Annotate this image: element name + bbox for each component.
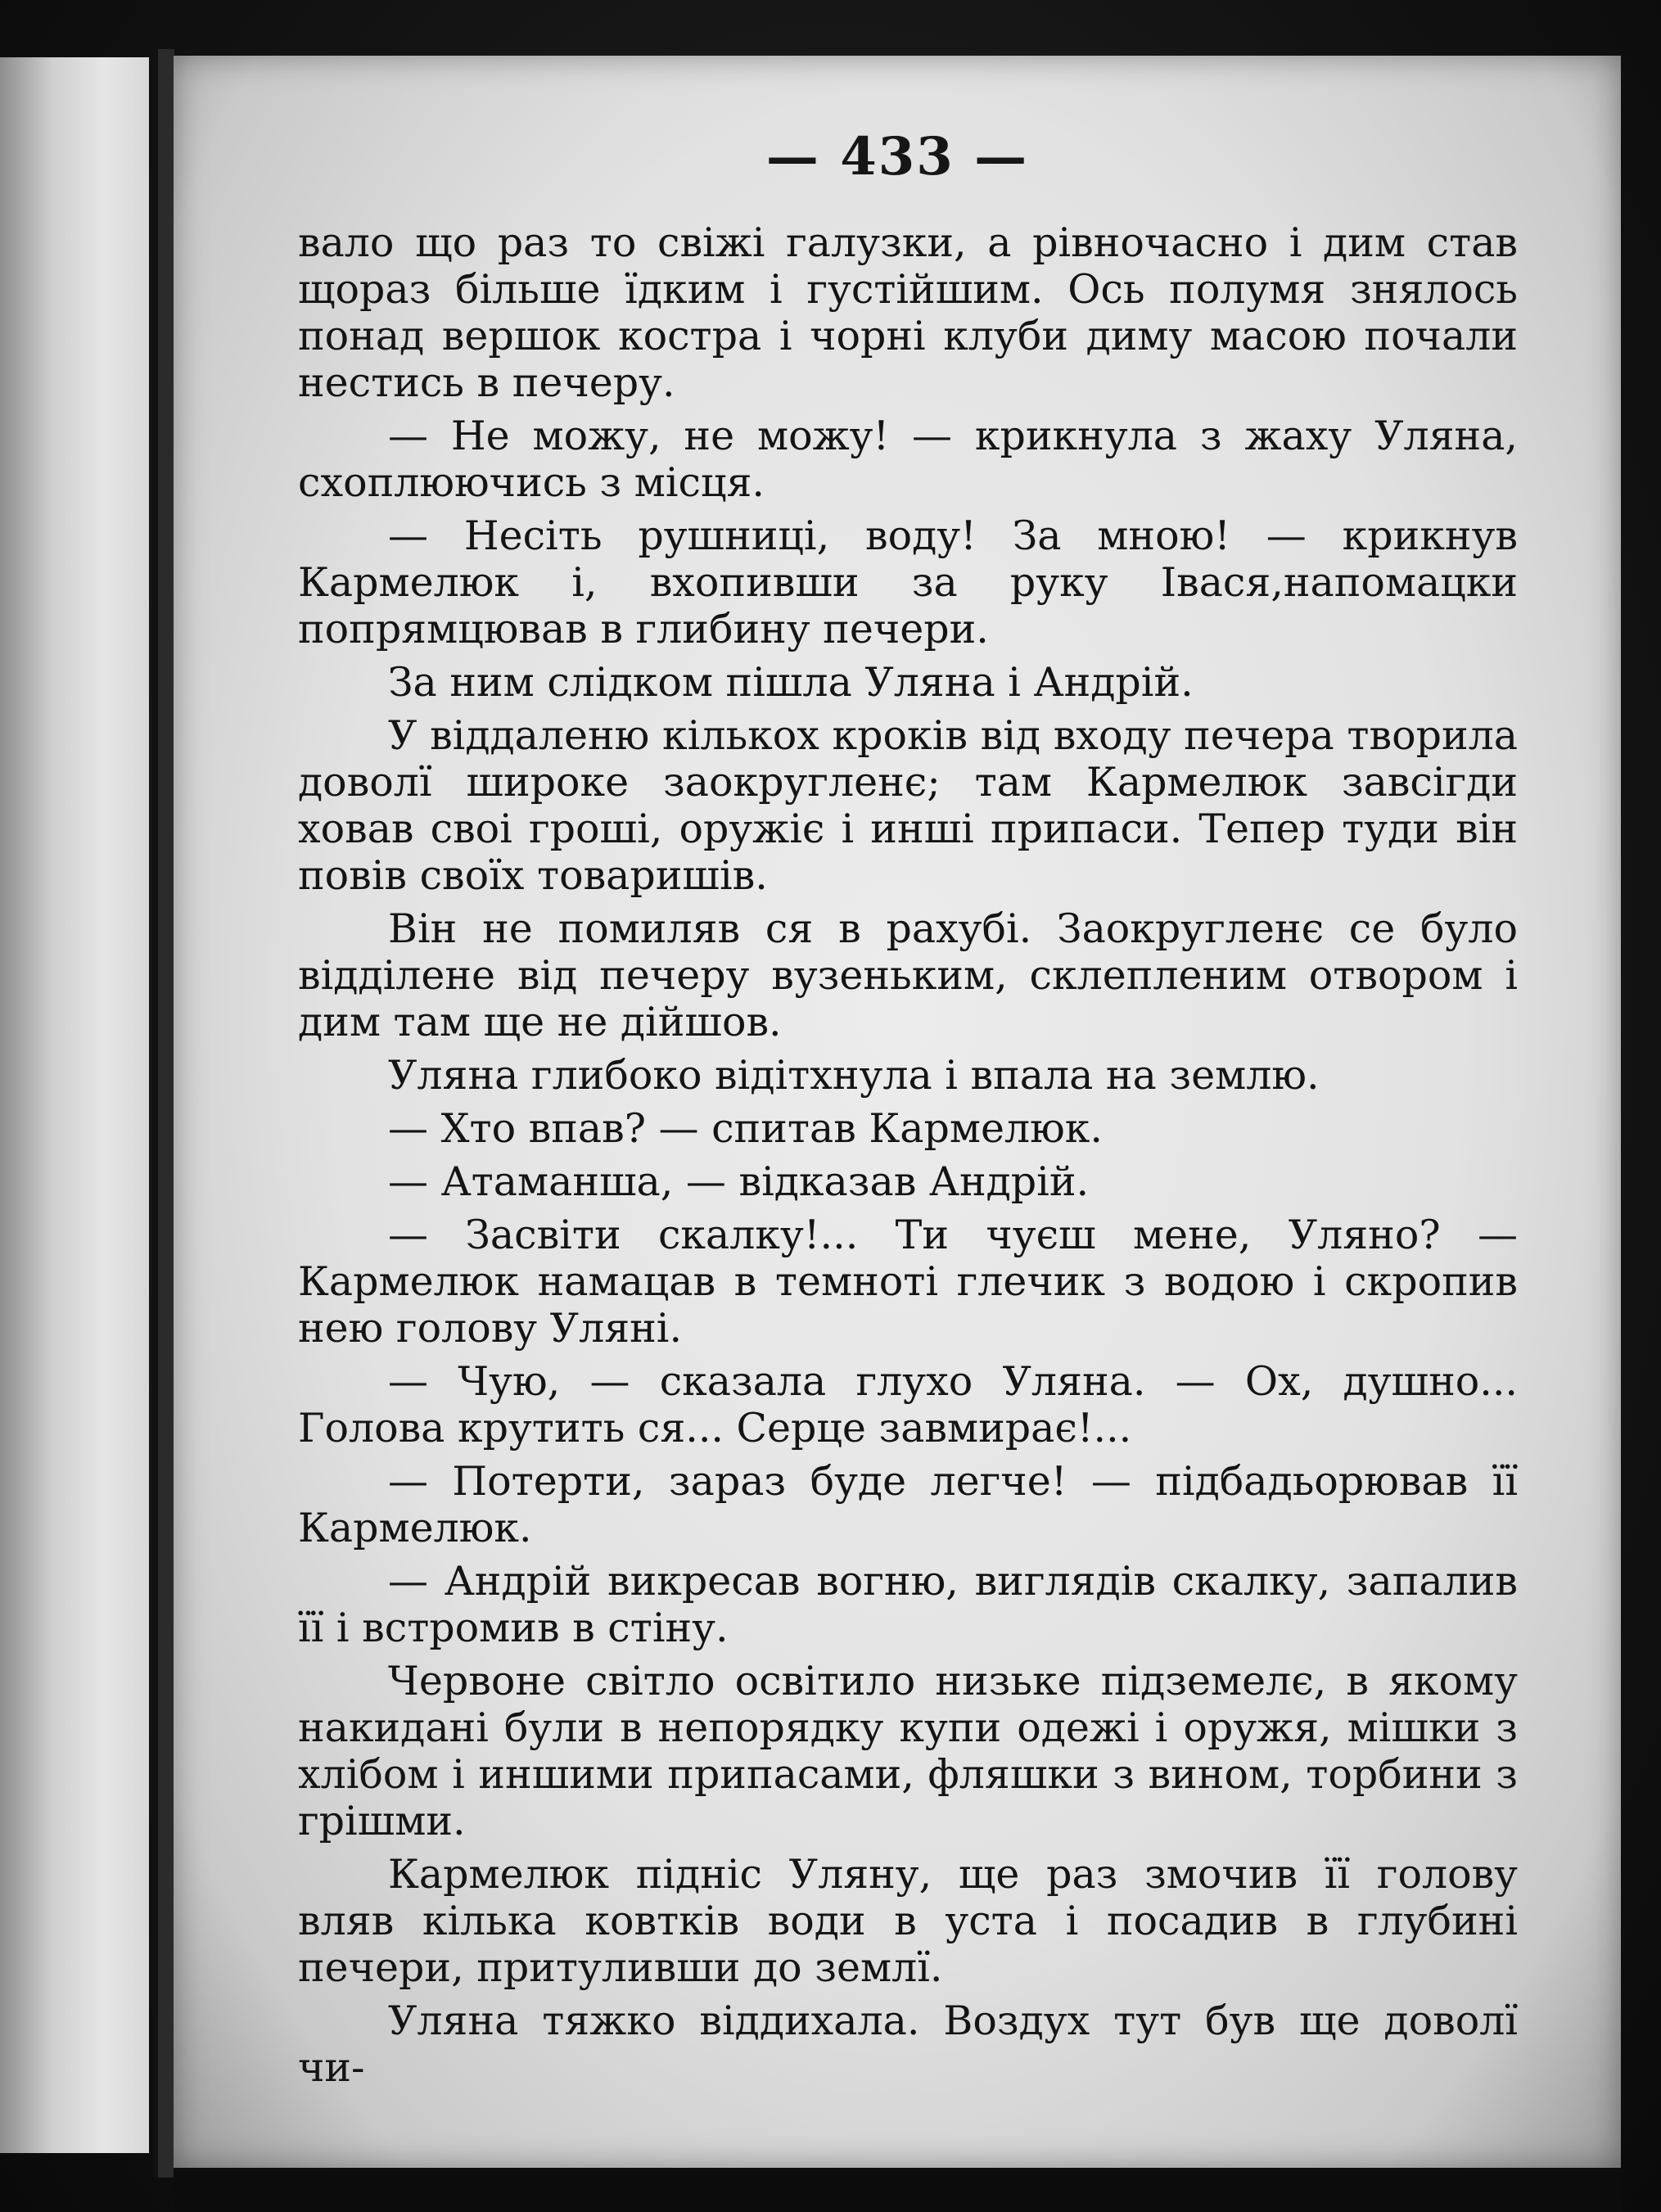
scan-bottom-edge: [174, 2168, 1621, 2212]
page-text: [298, 219, 1518, 2097]
paragraph: Червоне світло освітило низьке підземелє, в якому накидані були в непорядку купи одежі і оружя, мішки з хлібом і иншими припасами, фляшки з вином, торбини з грішми.: [298, 1658, 1518, 1844]
facing-page-edge: [0, 57, 149, 2153]
binding-line: [152, 57, 158, 2178]
paragraph: У віддаленю кількох кроків від входу печера творила доволї широке заокругленє; там Кармелюк завсігди ховав своі гроші, оружіє і инші припаси. Тепер туди він повів своїх товаришів.: [298, 712, 1518, 899]
paragraph: — Хто впав? — спитав Кармелюк.: [388, 1105, 1103, 1152]
paragraph: — Засвіти скалку!... Ти чуєш мене, Уляно? — Кармелюк намацав в темноті глечик з водою і скропив нею голову Уляні.: [298, 1212, 1518, 1352]
paragraph: — Несіть рушниці, воду! За мною! — крикнув Кармелюк і, вхопивши за руку Івася,напомацки попрямцював в глибину печери.: [298, 512, 1518, 652]
paragraph: Він не помиляв ся в рахубі. Заокругленє се було відділене від печеру вузеньким, склепленим отвором і дим там ще не дійшов.: [298, 905, 1518, 1045]
paragraph: — Андрій викресав вогню, виглядів скалку, запалив її і встромив в стіну.: [298, 1558, 1518, 1651]
paragraph: Кармелюк підніс Уляну, ще раз змочив її голову вляв кілька ковтків води в уста і посадив в глубині печери, притуливши до землї.: [298, 1851, 1518, 1991]
paragraph: вало що раз то свіжі галузки, а рівночасно і дим став щораз більше їдким і густійшим. Ось полумя знялось понад вершок костра і чорні клуби диму масою почали нестись в печеру.: [298, 219, 1518, 406]
paragraph: — Не можу, не можу! — крикнула з жаху Уляна, схоплюючись з місця.: [298, 413, 1518, 506]
paragraph: — Потерти, зараз буде легче! — підбадьорював її Кармелюк.: [298, 1458, 1518, 1551]
paragraph: — Чую, — сказала глухо Уляна. — Ох, душно... Голова крутить ся... Серце завмирає!...: [298, 1358, 1518, 1451]
paragraph: Уляна глибоко відітхнула і впала на землю.: [388, 1052, 1320, 1099]
page-gutter: [158, 49, 174, 2178]
book-page: [174, 56, 1621, 2168]
page-number: — 433 —: [765, 126, 1029, 187]
paragraph: — Атаманша, — відказав Андрій.: [388, 1158, 1090, 1205]
paragraph: Уляна тяжко віддихала. Воздух тут був ще доволї чи-: [298, 1998, 1518, 2091]
paragraph: За ним слідком пішла Уляна і Андрій.: [388, 659, 1194, 706]
